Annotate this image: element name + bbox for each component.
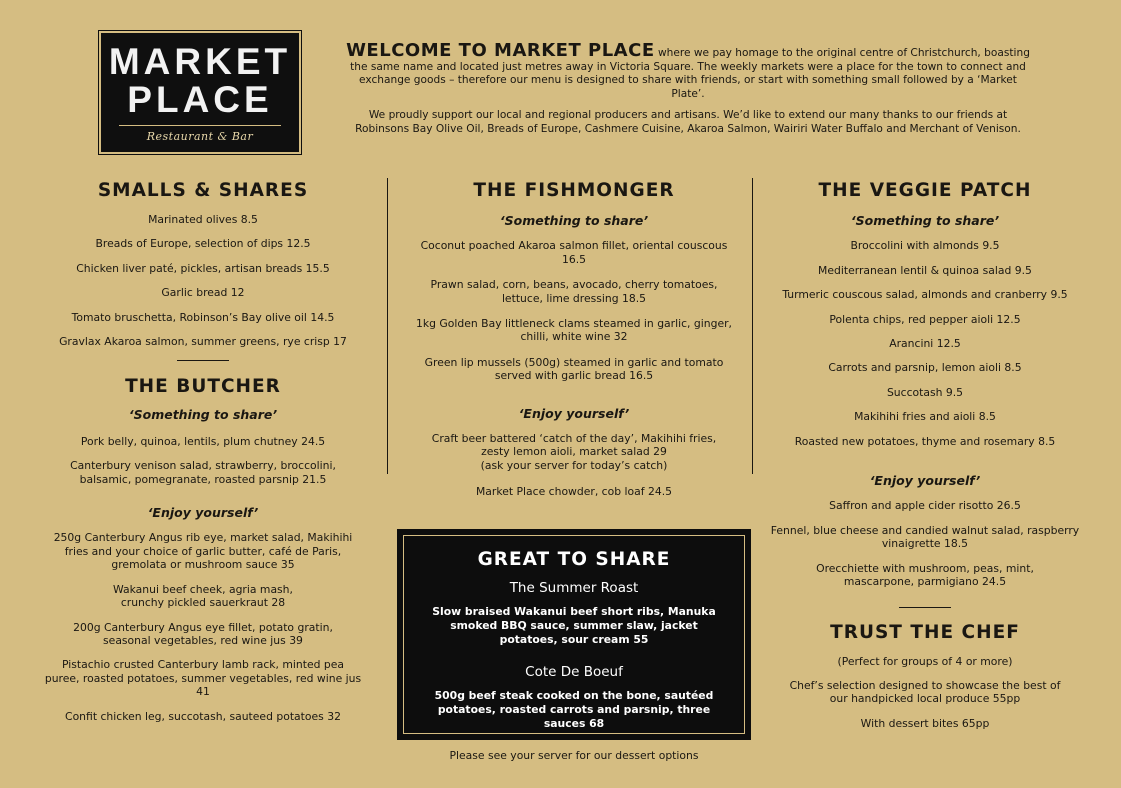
- menu-item: Makihihi fries and aioli 8.5: [854, 410, 996, 424]
- column-smalls-butcher: [40, 180, 366, 723]
- menu-item: Fennel, blue cheese and candied walnut salad, raspberry vinaigrette 18.5: [770, 523, 1080, 551]
- logo-divider: [119, 125, 281, 126]
- column-divider-right: [752, 178, 753, 474]
- dish-name: Cote De Boeuf: [525, 664, 623, 680]
- menu-item: Canterbury venison salad, strawberry, broccolini, balsamic, pomegranate, roasted parsnip 21.5: [70, 459, 336, 486]
- logo-line-2: PLACE: [127, 79, 273, 120]
- butcher-enjoy-label: ‘Enjoy yourself’: [147, 505, 259, 521]
- column-fishmonger: [408, 180, 740, 499]
- menu-item: Arancini 12.5: [889, 337, 961, 351]
- fishmonger-heading: THE FISHMONGER: [473, 180, 675, 201]
- menu-item: Pork belly, quinoa, lentils, plum chutney 24.5: [80, 434, 326, 448]
- trust-note: (Perfect for groups of 4 or more): [837, 654, 1013, 668]
- welcome-title: WELCOME TO MARKET PLACE: [346, 40, 655, 61]
- fishmonger-enjoy-label: ‘Enjoy yourself’: [518, 405, 630, 421]
- menu-item: Gravlax Akaroa salmon, summer greens, rye crisp 17: [59, 335, 347, 349]
- column-veggie-trust: [770, 180, 1080, 730]
- dessert-note: Please see your server for our dessert options: [449, 749, 699, 762]
- fishmonger-share-label: ‘Something to share’: [499, 213, 649, 228]
- menu-item: Marinated olives 8.5: [148, 213, 258, 226]
- dish-description: Slow braised Wakanui beef short ribs, Manuka smoked BBQ sauce, summer slaw, jacket potatoes, sour cream 55: [432, 605, 716, 646]
- logo-subtitle: Restaurant & Bar: [146, 130, 254, 143]
- menu-item: Confit chicken leg, succotash, sauteed potatoes 32: [65, 709, 341, 723]
- menu-item: 200g Canterbury Angus eye fillet, potato gratin, seasonal vegetables, red wine jus 39: [73, 620, 333, 647]
- menu-item: Coconut poached Akaroa salmon fillet, oriental couscous 16.5: [420, 239, 728, 266]
- great-to-share-inner-border: [403, 535, 745, 734]
- menu-item: Craft beer battered ‘catch of the day’, Makihihi fries, zesty lemon aioli, market salad 29: [431, 432, 717, 459]
- menu-item: Garlic bread 12: [161, 286, 245, 300]
- menu-item: Carrots and parsnip, lemon aioli 8.5: [828, 361, 1022, 375]
- veggie-share-label: ‘Something to share’: [850, 213, 1000, 228]
- menu-item: Roasted new potatoes, thyme and rosemary 8.5: [794, 434, 1056, 448]
- menu-item: Polenta chips, red pepper aioli 12.5: [829, 312, 1021, 326]
- menu-item: Saffron and apple cider risotto 26.5: [829, 499, 1021, 513]
- menu-item: Tomato bruschetta, Robinson’s Bay olive oil 14.5: [71, 310, 335, 324]
- intro-paragraph-1: [342, 40, 1034, 101]
- section-divider: [177, 360, 229, 361]
- great-to-share-box: [398, 530, 750, 739]
- menu-item: Mediterranean lentil & quinoa salad 9.5: [818, 263, 1032, 277]
- restaurant-logo: [99, 31, 301, 154]
- column-divider-left: [387, 178, 388, 474]
- menu-item-note: (ask your server for today’s catch): [480, 458, 668, 472]
- dish-description: 500g beef steak cooked on the bone, sautéed potatoes, roasted carrots and parsnip, three sauces 68: [434, 689, 714, 730]
- menu-item: Breads of Europe, selection of dips 12.5: [95, 237, 311, 251]
- butcher-heading: THE BUTCHER: [125, 376, 281, 398]
- menu-item: Market Place chowder, cob loaf 24.5: [475, 485, 673, 499]
- smalls-heading: SMALLS & SHARES: [97, 180, 309, 201]
- intro-text-1: where we pay homage to the original centre of Christchurch, boasting the same name and located just metres away in Victoria Square. The weekly markets were a place for the town to connect and exchange goods – therefore our menu is designed to share with friends, or start with something small followed by a ‘Market Plate’.: [350, 47, 1030, 100]
- menu-item: Turmeric couscous salad, almonds and cranberry 9.5: [782, 288, 1068, 302]
- menu-item: 1kg Golden Bay littleneck clams steamed in garlic, ginger, chilli, white wine 32: [416, 317, 732, 344]
- veggie-heading: THE VEGGIE PATCH: [818, 180, 1032, 201]
- trust-heading: TRUST THE CHEF: [830, 621, 1020, 643]
- menu-item: 250g Canterbury Angus rib eye, market salad, Makihihi fries and your choice of garlic butter, café de Paris, gremolata or mushroom sauce 35: [53, 531, 353, 572]
- menu-item: Pistachio crusted Canterbury lamb rack, minted pea puree, roasted potatoes, summer vegetables, red wine jus 41: [44, 658, 362, 699]
- menu-item: Succotash 9.5: [886, 385, 964, 399]
- menu-item: Prawn salad, corn, beans, avocado, cherry tomatoes, lettuce, lime dressing 18.5: [430, 278, 718, 305]
- menu-item: Chef’s selection designed to showcase the best of our handpicked local produce 55pp: [789, 678, 1061, 706]
- menu-item: With dessert bites 65pp: [860, 716, 990, 730]
- intro-section: [342, 40, 1034, 136]
- logo-line-1: MARKET: [108, 41, 292, 82]
- menu-item: Chicken liver paté, pickles, artisan breads 15.5: [76, 261, 330, 275]
- dish-name: The Summer Roast: [509, 580, 639, 596]
- butcher-share-label: ‘Something to share’: [128, 407, 278, 423]
- menu-item: Orecchiette with mushroom, peas, mint, mascarpone, parmigiano 24.5: [816, 561, 1034, 589]
- menu-item: Green lip mussels (500g) steamed in garlic and tomato served with garlic bread 16.5: [424, 355, 724, 383]
- section-divider: [899, 607, 951, 608]
- veggie-enjoy-label: ‘Enjoy yourself’: [869, 473, 981, 489]
- intro-paragraph-2: We proudly support our local and regional producers and artisans. We’d like to extend our many thanks to our friends at Robinsons Bay Olive Oil, Breads of Europe, Cashmere Cuisine, Akaroa Salmon, Wairiri Water Buffalo and Merchant of Venison.: [355, 109, 1021, 135]
- menu-item: Broccolini with almonds 9.5: [850, 239, 1000, 253]
- great-to-share-heading: GREAT TO SHARE: [477, 549, 671, 570]
- menu-item: Wakanui beef cheek, agria mash, crunchy pickled sauerkraut 28: [113, 582, 293, 610]
